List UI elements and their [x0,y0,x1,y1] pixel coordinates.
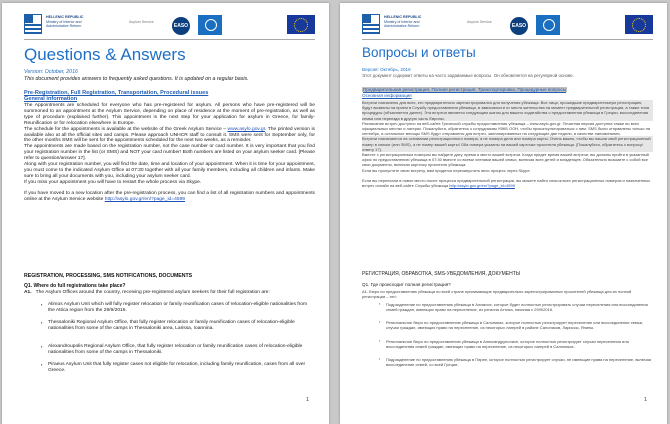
paragraph: Если вы пропустите свою встречу, вам придется перезапустить весь процесс через Skype. [362,167,531,173]
asylum-service-label: Asylum Service [129,20,154,24]
header-divider [362,39,653,40]
page-number: 1 [643,397,647,403]
easo-logo: EASO [172,17,190,35]
section-heading-2: РЕГИСТРАЦИЯ, ОБРАБОТКА, SMS-УВЕДОМЛЕНИЯ, ДОКУМЕНТЫ [362,271,521,277]
body-text [362,100,653,188]
document-page-english [2,3,329,424]
question-1: Q1. Где происходит полная регистрация? [362,282,451,287]
page-title: Questions & Answers [24,45,186,64]
paragraph: If you miss your appointment you will have to restart the whole process via Skype. [24,179,202,185]
list-item: ▪ Piraeus Asylum Unit that fully register cases not eligible for relocation, including family reunification, cases from all over Greece. [48,362,313,374]
paragraph: Along with your registration number, you will find the date, time and location of your appointment. When it is time for your appointment, you must come to the indicated Asylum Office at 07:30 together with all your family members, including all children and infants. Make sure to bring all your documents with you, including your asylum seeker card. [24,162,315,179]
paragraph: The schedule for the appointments is available at the website of the Greek Asylum Service – www.asylo.gov.gr. The printed version is available also at all the official sites and camps. Please approach UNHCR staff to consult it. SMS were sent for September only, for the other months SMS will be sent for the appointments scheduled for the next two weeks, as a reminder. [24,126,315,144]
version-label: Version: October, 2016 [24,69,78,75]
list-item: ▪ Alimos Asylum Unit which will fully register relocation or family reunification cases of relocation-eligible nationalities from the Attica region from the 29/9/2016. [48,302,313,314]
subsection-heading: Основная информация [362,93,412,98]
eu-flag-icon [625,15,653,34]
paragraph: Вместе с регистрационным номером вы найдете дату, время и место вашей встречи. Когда придет время вашей встречи, вы должны прийти в указанный офис по предоставлению убежища в 07:30 вместе со всеми членами вашей семьи, включая всех детей и младенцев. Обязательно возьмите с собой все свои документы, включая карточку просителя убежища. [362,152,649,168]
easo-logo: EASO [510,17,528,35]
version-label: Версия: Октябрь, 2016 [362,67,411,72]
list-item: ▪ Thessaloniki Regional Asylum Office, that fully register relocation or family reunification cases of relocation-eligible nationalities from some of the camps in Thessaloniki area, Larissa, Ioannina. [48,320,313,332]
list-item: ▪ Alexandroupolis Regional Asylum Office, that fully register relocation or family reunification cases of relocation-eligible nationalities from some of the camps in Thessaloniki. [48,344,313,356]
unhcr-logo-icon [536,15,560,35]
greek-flag-icon [24,14,42,34]
paragraph: Расписание встреч доступно на веб-сайте Греческой службы предоставления убежища – www.asylo.gov.gr. Печатная версия доступна также во всех официальных местах и лагерях. Пожалуйста, обратитесь к сотрудникам УВКБ ООН, чтобы проконсультироваться с ним. SMS были отправлены только на сентябрь, в остальные месяцы SMS будут отправлены для встреч, запланированных на следующие две недели, в качестве напоминания. [362,120,651,137]
page-number: 1 [305,397,309,403]
paragraph: The appointments are made based on the registration number, not the case number or card number. It is very important that you find your registration number in the list (or SMS) and NOT your card number! Both numbers are listed on your asylum seeker card. [Please refer to question/answer 17]. [24,144,315,162]
list-item: ▪ Подразделение по предоставлению убежища в Пирее, которое полностью регистрирует случаи, не имеющие права на переселение, включая воссоединение семей, со всей Греции. [386,357,651,367]
page-header [24,14,315,38]
answer-1: A1. Бюро по предоставлению убежища по всей стране принимающие предварительно зарегистрированных просителей убежища для их полной регистрации – это: [362,289,632,300]
asylo-page-link[interactable]: http://asylo.gov.gr/en/?page_id=4599 [104,196,186,202]
page-header [362,14,653,38]
unhcr-logo-icon [198,15,222,35]
intro-text: Этот документ содержит ответы на часто задаваемые вопросы. Он обновляется на регулярной основе. [362,73,574,78]
list-item: ▪ Подразделение по предоставлению убежища в Алимосе, которое будет полностью регистрировать случаи переселения или воссоединения семей граждан, имеющих право на переселение, из региона Аттика, начиная с 29/9/2016. [386,302,651,312]
section-heading: Предварительная регистрация, Полная регистрация, Транспортировка, Процедурные вопросы [363,87,567,92]
paragraph: Встречи назначены для всех, кто предварительно зарегистрировался для получения убежища. Все лица, прошедшие предварительную регистрацию, будут вызваны на прием в Службу предоставления убежища, в зависимости от места жительства на момент предварительной регистрации, а также типа процедуры (объясняется далее). Эта встреча является следующим шагом для вашего ходатайства о предоставлении убежища в Греции, воссоединения семьи или переезда в другую часть Европы. [362,100,653,121]
section-heading: Pre-Registration, Full Registration, Transportation, Procedural issues [24,90,209,96]
paragraph: If you have moved to a new location after the pre-registration process, you can find a list of all registration numbers and appointments online at the Asylum Service website http://asylo.gov.gr/en/?page_id=4599 [24,190,315,202]
asylo-page-link[interactable]: http://asylo.gov.gr/en/?page_id=4599 [449,183,515,189]
paragraph: The Appointments are scheduled for everyone who has pre-registered for asylum. All persons who have pre-registered will be summoned to an appointment at the Asylum Service, depending on place of residence at the moment of pre-registration, as well as type of procedure (explained further). This appointment is the next step for your application for asylum in Greece, for family-Reunification or for relocation elsewhere in Europe. [24,103,315,126]
asylum-service-label: Asylum Service [467,20,492,24]
page-title: Вопросы и ответы [362,45,476,60]
question-1: Q1. Where do full registrations take place? [24,283,126,289]
asylo-link[interactable]: www.asylo.gov.gr [227,126,265,132]
document-page-russian [340,3,667,424]
paragraph: Если вы переехали в новое место после процесса предварительной регистрации, вы можете найти список всех регистрационных номеров и назначенных встреч онлайн на веб-сайте Службы убежища http://asylo.gov.gr/en/?page_id=4599 [362,177,651,189]
answer-1: A1. The Asylum Offices around the country, receiving pre-registered asylum seekers for their full registration are: [24,290,270,295]
list-item: ▪ Региональное бюро по предоставлению убежища в Александруполисе, которое полностью регистрирует случаи переселения или воссоединения семей граждан, имеющих право на переселение, из некоторых лагерей в Салониках. [386,339,651,349]
ministry-label: HELLENIC REPUBLIC Ministry of Interior and Administrative Reform [46,15,84,28]
section-heading-2: REGISTRATION, PROCESSING, SMS NOTIFICATIONS, DOCUMENTS [24,273,193,279]
eu-flag-icon [287,15,315,34]
greek-flag-icon [362,14,380,34]
paragraph: Встречи назначаются на основании регистрационного номера, а не номера дела или номера карты. Очень важно, чтобы вы нашли свой регистрационный номер в списке (или SMS), а не номер вашей карты! Оба номера указаны на вашей карточке просителя убежища. [Пожалуйста, обратитесь к вопросу/ответу 17]. [362,136,653,152]
body-text [24,103,315,203]
ministry-label: HELLENIC REPUBLIC Ministry of Interior and Administrative Reform [384,15,422,28]
list-item: ▪ Региональное бюро по предоставлению убежища в Салониках, которое полностью регистрирует переселение или воссоединение семьи, случаи граждан, имеющих право на переселение, из некоторых лагерей в районе Салоников, Лариссы, Янины. [386,320,651,330]
intro-text: This document provides answers to frequently asked questions. It is updated on a regular basis. [24,76,249,82]
header-divider [24,39,315,40]
subsection-heading: General information [24,96,78,102]
